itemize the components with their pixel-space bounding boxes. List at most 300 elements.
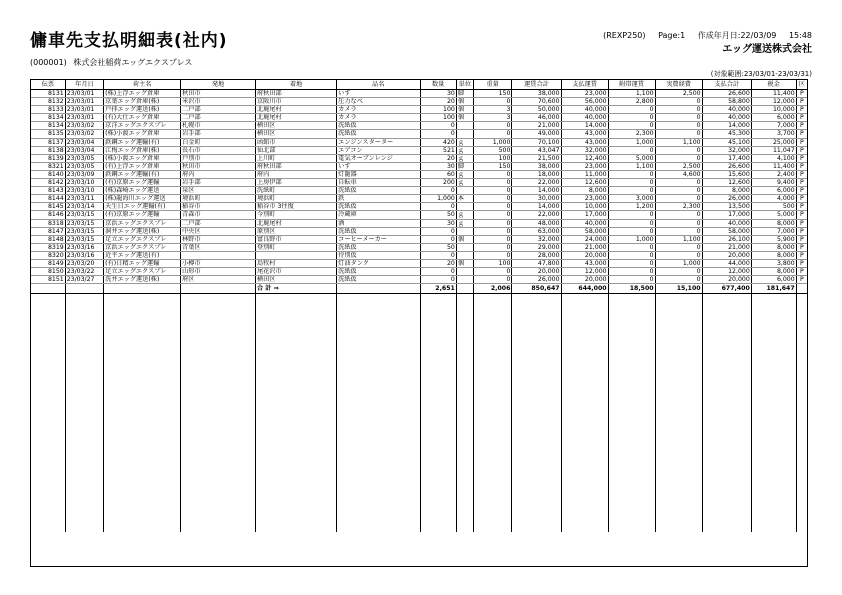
cell-destination: 洗紙町 <box>255 187 336 195</box>
cell-item: 待別仮 <box>337 251 420 259</box>
cell-date: 23/03/01 <box>65 98 103 106</box>
cell-weight: 0 <box>473 98 511 106</box>
cell-weight: 0 <box>473 268 511 276</box>
cell-date: 23/03/20 <box>65 259 103 267</box>
column-header-item: 品名 <box>337 80 420 90</box>
cell-fare-total: 70,600 <box>512 98 561 106</box>
cell-category: P <box>796 203 807 211</box>
cell-category: P <box>796 98 807 106</box>
cell-weight: 0 <box>473 227 511 235</box>
cell-pay-fare: 24,000 <box>561 235 608 243</box>
total-cell-pay-fare: 644,000 <box>561 284 608 294</box>
table-row <box>31 211 807 219</box>
cell-fare-total: 21,000 <box>512 122 561 130</box>
cell-weight: 0 <box>473 243 511 251</box>
cell-tax: 5,900 <box>751 235 796 243</box>
cell-destination: 上川町 <box>255 154 336 162</box>
cell-pay-total: 26,600 <box>702 90 751 98</box>
column-header-fare-total: 運賃合計 <box>512 80 561 90</box>
cell-tax: 9,400 <box>751 179 796 187</box>
cell-pay-fare: 12,400 <box>561 154 608 162</box>
cell-expense: 0 <box>655 227 702 235</box>
cell-slip: 8135 <box>31 130 65 138</box>
cell-item: 自転車 <box>337 179 420 187</box>
cell-category: P <box>796 170 807 178</box>
cell-pay-total: 15,600 <box>702 170 751 178</box>
cell-quantity: 1,000 <box>420 195 456 203</box>
cell-quantity: 20 <box>420 98 456 106</box>
cell-category: P <box>796 276 807 284</box>
column-header-unit: 単位 <box>456 80 473 90</box>
cell-shipper: 京葉エッグ倉庫(株) <box>104 98 181 106</box>
cell-fare-total: 63,000 <box>512 227 561 235</box>
cell-slip: 8137 <box>31 138 65 146</box>
cell-date: 23/03/15 <box>65 227 103 235</box>
cell-unit <box>456 251 473 259</box>
cell-origin: 青葉区 <box>181 243 256 251</box>
cell-unit: 脚 <box>456 162 473 170</box>
cell-item: いす <box>337 162 420 170</box>
cell-destination: 仙北部 <box>255 146 336 154</box>
cell-shipper: 京浜エッグエクスプレ <box>104 219 181 227</box>
cell-destination: 京阪川市 <box>255 98 336 106</box>
cell-category: P <box>796 154 807 162</box>
cell-destination: 境浜町 <box>255 195 336 203</box>
total-cell-date <box>65 284 103 294</box>
column-header-weight: 重量 <box>473 80 511 90</box>
cell-unit: 個 <box>456 98 473 106</box>
cell-incidental-fare: 0 <box>608 251 655 259</box>
cell-shipper: (株)上浮エッグ倉庫 <box>104 90 181 98</box>
cell-destination: 富良野市 <box>255 235 336 243</box>
cell-weight: 0 <box>473 195 511 203</box>
cell-quantity: 420 <box>420 138 456 146</box>
created-date: 作成年月日:22/03/09 <box>697 31 777 40</box>
cell-unit <box>456 122 473 130</box>
cell-origin: 戸別市 <box>181 154 256 162</box>
cell-pay-fare: 56,000 <box>561 98 608 106</box>
cell-quantity: 0 <box>420 203 456 211</box>
column-header-origin: 発地 <box>181 80 256 90</box>
cell-origin: 府内 <box>181 170 256 178</box>
page-number: Page:1 <box>658 31 686 40</box>
cell-pay-fare: 17,000 <box>561 211 608 219</box>
cell-tax: 3,800 <box>751 259 796 267</box>
cell-pay-total: 17,000 <box>702 211 751 219</box>
cell-destination: 横田区 <box>255 130 336 138</box>
cell-origin: 林野市 <box>181 235 256 243</box>
cell-destination: 登別町 <box>255 243 336 251</box>
filler-cell <box>796 294 807 533</box>
cell-tax: 12,000 <box>751 98 796 106</box>
cell-date: 23/03/16 <box>65 243 103 251</box>
cell-category: P <box>796 106 807 114</box>
cell-pay-total: 20,000 <box>702 276 751 284</box>
column-header-date: 年月日 <box>65 80 103 90</box>
cell-date: 23/03/15 <box>65 219 103 227</box>
cell-date: 23/03/02 <box>65 122 103 130</box>
cell-pay-fare: 8,000 <box>561 187 608 195</box>
cell-quantity: 0 <box>420 122 456 130</box>
filler-cell <box>181 294 256 533</box>
table-row <box>31 276 807 284</box>
cell-expense: 1,100 <box>655 235 702 243</box>
cell-slip: 8318 <box>31 219 65 227</box>
cell-tax: 11,400 <box>751 162 796 170</box>
cell-quantity: 30 <box>420 90 456 98</box>
cell-shipper: 洞井エッグ運送(株) <box>104 227 181 235</box>
cell-quantity: 0 <box>420 187 456 195</box>
total-cell-expense: 15,100 <box>655 284 702 294</box>
cell-weight: 0 <box>473 122 511 130</box>
cell-tax: 8,000 <box>751 219 796 227</box>
cell-date: 23/03/05 <box>65 162 103 170</box>
cell-origin: 境浜町 <box>181 195 256 203</box>
cell-date: 23/03/16 <box>65 251 103 259</box>
cell-unit <box>456 130 473 138</box>
cell-category: P <box>796 235 807 243</box>
filler-cell <box>702 294 751 533</box>
cell-origin: 白金町 <box>181 138 256 146</box>
cell-weight: 3 <box>473 106 511 114</box>
table-row <box>31 195 807 203</box>
filler-cell <box>608 294 655 533</box>
cell-unit: ｇ <box>456 154 473 162</box>
cell-expense: 0 <box>655 106 702 114</box>
cell-item: カメラ <box>337 114 420 122</box>
statement-table <box>31 80 807 532</box>
filler-cell <box>337 294 420 533</box>
cell-origin: 二戸部 <box>181 106 256 114</box>
table-row <box>31 90 807 98</box>
cell-item: 洗紙仮 <box>337 203 420 211</box>
cell-item: エンジンスターター <box>337 138 420 146</box>
cell-tax: 25,000 <box>751 138 796 146</box>
cell-origin: 二戸部 <box>181 114 256 122</box>
cell-quantity: 0 <box>420 276 456 284</box>
cell-fare-total: 21,500 <box>512 154 561 162</box>
cell-unit <box>456 268 473 276</box>
cell-tax: 3,700 <box>751 130 796 138</box>
cell-origin: 秋田市 <box>181 162 256 170</box>
cell-destination: 横田区 <box>255 276 336 284</box>
cell-origin: 青森市 <box>181 211 256 219</box>
report-code: (REXP250) <box>603 31 646 40</box>
cell-quantity: 100 <box>420 106 456 114</box>
cell-destination: 北鹿尾村 <box>255 114 336 122</box>
filler-cell <box>512 294 561 533</box>
cell-weight: 0 <box>473 211 511 219</box>
cell-tax: 6,000 <box>751 114 796 122</box>
cell-pay-fare: 58,000 <box>561 227 608 235</box>
cell-destination: 北鹿尾村 <box>255 106 336 114</box>
cell-slip: 8139 <box>31 154 65 162</box>
cell-incidental-fare: 1,000 <box>608 235 655 243</box>
cell-date: 23/03/10 <box>65 187 103 195</box>
cell-origin: 山形市 <box>181 268 256 276</box>
cell-expense: 0 <box>655 122 702 130</box>
cell-origin <box>181 251 256 259</box>
table-row <box>31 235 807 243</box>
cell-weight: 1,000 <box>473 138 511 146</box>
cell-pay-total: 14,000 <box>702 122 751 130</box>
cell-tax: 2,400 <box>751 170 796 178</box>
cell-incidental-fare: 1,100 <box>608 162 655 170</box>
cell-fare-total: 29,000 <box>512 243 561 251</box>
cell-tax: 7,000 <box>751 227 796 235</box>
total-cell-weight: 2,006 <box>473 284 511 294</box>
cell-fare-total: 38,000 <box>512 162 561 170</box>
cell-unit: 個 <box>456 235 473 243</box>
table-row <box>31 179 807 187</box>
cell-expense: 4,600 <box>655 170 702 178</box>
cell-slip: 8321 <box>31 162 65 170</box>
cell-tax: 6,000 <box>751 187 796 195</box>
total-cell-tax: 181,647 <box>751 284 796 294</box>
statement-table-frame <box>30 79 808 567</box>
cell-pay-total: 12,600 <box>702 179 751 187</box>
company-name: エッグ運送株式会社 <box>722 44 812 55</box>
cell-date: 23/03/27 <box>65 276 103 284</box>
cell-tax: 6,000 <box>751 276 796 284</box>
cell-weight: 100 <box>473 259 511 267</box>
total-cell-unit <box>456 284 473 294</box>
cell-slip: 8151 <box>31 276 65 284</box>
cell-weight: 0 <box>473 251 511 259</box>
cell-shipper: (有)京原エッグ運輸 <box>104 179 181 187</box>
cell-expense: 0 <box>655 146 702 154</box>
cell-tax: 8,000 <box>751 268 796 276</box>
cell-pay-fare: 23,000 <box>561 162 608 170</box>
cell-destination: 府秋田部 <box>255 90 336 98</box>
cell-slip: 8147 <box>31 227 65 235</box>
cell-slip: 8150 <box>31 268 65 276</box>
column-header-pay-total: 支払合計 <box>702 80 751 90</box>
cell-weight: 500 <box>473 146 511 154</box>
cell-fare-total: 14,000 <box>512 187 561 195</box>
cell-unit: ｇ <box>456 179 473 187</box>
cell-origin: 岩手部 <box>181 130 256 138</box>
cell-unit: ｇ <box>456 219 473 227</box>
cell-origin: 長石市 <box>181 146 256 154</box>
cell-category: P <box>796 114 807 122</box>
table-header-row <box>31 80 807 90</box>
cell-quantity: 0 <box>420 251 456 259</box>
cell-incidental-fare: 0 <box>608 114 655 122</box>
total-cell-fare-total: 850,647 <box>512 284 561 294</box>
table-row <box>31 268 807 276</box>
cell-expense: 0 <box>655 114 702 122</box>
cell-expense: 0 <box>655 276 702 284</box>
cell-incidental-fare: 0 <box>608 146 655 154</box>
cell-quantity: 30 <box>420 162 456 170</box>
cell-category: P <box>796 146 807 154</box>
cell-pay-fare: 43,000 <box>561 130 608 138</box>
cell-destination: 今別町 <box>255 211 336 219</box>
cell-expense: 2,500 <box>655 162 702 170</box>
cell-weight: 0 <box>473 170 511 178</box>
cell-incidental-fare: 0 <box>608 179 655 187</box>
filler-cell <box>31 294 65 533</box>
cell-fare-total: 22,000 <box>512 179 561 187</box>
cell-quantity: 20 <box>420 259 456 267</box>
total-cell-incidental-fare: 18,500 <box>608 284 655 294</box>
cell-incidental-fare: 1,000 <box>608 138 655 146</box>
cell-slip: 8142 <box>31 179 65 187</box>
cell-item: いす <box>337 90 420 98</box>
cell-pay-total: 20,000 <box>702 251 751 259</box>
report-title: 傭車先支払明細表(社内) <box>30 31 228 51</box>
total-cell-item <box>337 284 420 294</box>
cell-shipper: (株)森崎エッグ運送 <box>104 187 181 195</box>
cell-incidental-fare: 0 <box>608 106 655 114</box>
cell-weight: 0 <box>473 203 511 211</box>
cell-tax: 7,000 <box>751 122 796 130</box>
cell-pay-total: 8,000 <box>702 187 751 195</box>
cell-shipper: (有)日精エッグ運輸 <box>104 259 181 267</box>
cell-unit <box>456 243 473 251</box>
filler-cell <box>655 294 702 533</box>
cell-date: 23/03/01 <box>65 106 103 114</box>
cell-expense: 0 <box>655 187 702 195</box>
cell-shipper: (株)小渡エッグ倉庫 <box>104 130 181 138</box>
cell-quantity: 100 <box>420 114 456 122</box>
cell-origin: 稲谷市 <box>181 203 256 211</box>
cell-item: 灯油タンク <box>337 259 420 267</box>
column-header-expense: 実費経費 <box>655 80 702 90</box>
cell-pay-fare: 40,000 <box>561 114 608 122</box>
cell-category: P <box>796 90 807 98</box>
table-row <box>31 114 807 122</box>
cell-incidental-fare: 3,000 <box>608 195 655 203</box>
cell-unit: 個 <box>456 259 473 267</box>
cell-unit: 個 <box>456 114 473 122</box>
cell-category: P <box>796 138 807 146</box>
table-row <box>31 243 807 251</box>
cell-pay-total: 45,100 <box>702 138 751 146</box>
cell-shipper: (有)大仕エッグ倉庫 <box>104 114 181 122</box>
table-row <box>31 227 807 235</box>
cell-category: P <box>796 162 807 170</box>
cell-pay-fare: 23,000 <box>561 90 608 98</box>
cell-unit <box>456 187 473 195</box>
cell-pay-total: 40,000 <box>702 114 751 122</box>
cell-shipper: 鉄鋼エッグ運輸(有) <box>104 170 181 178</box>
cell-shipper: (有)京原エッグ運輸 <box>104 211 181 219</box>
cell-slip: 8140 <box>31 170 65 178</box>
cell-origin: 府区 <box>181 276 256 284</box>
cell-fare-total: 43,047 <box>512 146 561 154</box>
filler-cell <box>104 294 181 533</box>
cell-expense: 0 <box>655 268 702 276</box>
filler-cell <box>561 294 608 533</box>
cell-slip: 8144 <box>31 195 65 203</box>
filler-cell <box>456 294 473 533</box>
cell-expense: 0 <box>655 219 702 227</box>
cell-weight: 0 <box>473 187 511 195</box>
cell-item: 洗紙仮 <box>337 122 420 130</box>
cell-origin: 泉区 <box>181 187 256 195</box>
table-row <box>31 219 807 227</box>
total-cell-slip <box>31 284 65 294</box>
cell-expense: 0 <box>655 211 702 219</box>
cell-quantity: 0 <box>420 227 456 235</box>
cell-quantity: 50 <box>420 211 456 219</box>
cell-expense: 0 <box>655 251 702 259</box>
cell-item: 酒 <box>337 219 420 227</box>
column-header-shipper: 荷主名 <box>104 80 181 90</box>
date-range: (対象範囲:23/03/01-23/03/31) <box>710 70 812 78</box>
cell-slip: 8138 <box>31 146 65 154</box>
cell-unit: 脚 <box>456 90 473 98</box>
table-row <box>31 187 807 195</box>
cell-slip: 8133 <box>31 106 65 114</box>
cell-quantity: 50 <box>420 243 456 251</box>
cell-slip: 8134 <box>31 122 65 130</box>
cell-date: 23/03/15 <box>65 235 103 243</box>
cell-category: P <box>796 251 807 259</box>
cell-fare-total: 70,100 <box>512 138 561 146</box>
cell-date: 23/03/05 <box>65 154 103 162</box>
cell-tax: 8,000 <box>751 243 796 251</box>
cell-shipper: 近平エッグ運送(有) <box>104 251 181 259</box>
cell-tax: 500 <box>751 203 796 211</box>
total-cell-quantity: 2,651 <box>420 284 456 294</box>
cell-incidental-fare: 0 <box>608 122 655 130</box>
cell-pay-fare: 12,000 <box>561 268 608 276</box>
cell-category: P <box>796 130 807 138</box>
cell-category: P <box>796 268 807 276</box>
cell-expense: 0 <box>655 243 702 251</box>
cell-expense: 0 <box>655 154 702 162</box>
cell-weight: 150 <box>473 90 511 98</box>
table-row <box>31 251 807 259</box>
cell-category: P <box>796 122 807 130</box>
cell-pay-fare: 23,000 <box>561 195 608 203</box>
cell-category: P <box>796 211 807 219</box>
cell-quantity: 0 <box>420 235 456 243</box>
cell-pay-total: 32,000 <box>702 146 751 154</box>
column-header-incidental-fare: 附帯運賃 <box>608 80 655 90</box>
cell-incidental-fare: 5,000 <box>608 154 655 162</box>
cell-unit: ｇ <box>456 211 473 219</box>
filler-cell <box>255 294 336 533</box>
cell-slip: 8143 <box>31 187 65 195</box>
cell-date: 23/03/01 <box>65 114 103 122</box>
cell-pay-total: 13,500 <box>702 203 751 211</box>
cell-fare-total: 46,000 <box>512 114 561 122</box>
cell-pay-fare: 32,000 <box>561 146 608 154</box>
cell-item: 鉄 <box>337 195 420 203</box>
cell-quantity: 60 <box>420 170 456 178</box>
cell-weight: 0 <box>473 276 511 284</box>
table-row <box>31 98 807 106</box>
cell-slip: 8134 <box>31 114 65 122</box>
cell-item: 洗紙仮 <box>337 276 420 284</box>
total-cell-destination: 合 計 ⇒ <box>255 284 336 294</box>
cell-shipper: (株)龍海川エッグ運送 <box>104 195 181 203</box>
cell-incidental-fare: 0 <box>608 211 655 219</box>
cell-fare-total: 14,000 <box>512 203 561 211</box>
cell-tax: 8,000 <box>751 251 796 259</box>
cell-destination: 函館市 <box>255 138 336 146</box>
cell-destination: 北鹿尾村 <box>255 219 336 227</box>
cell-incidental-fare: 0 <box>608 170 655 178</box>
cell-weight: 0 <box>473 235 511 243</box>
total-cell-category <box>796 284 807 294</box>
cell-shipper: 戸拝エッグ運送(株) <box>104 106 181 114</box>
cell-unit: 個 <box>456 106 473 114</box>
